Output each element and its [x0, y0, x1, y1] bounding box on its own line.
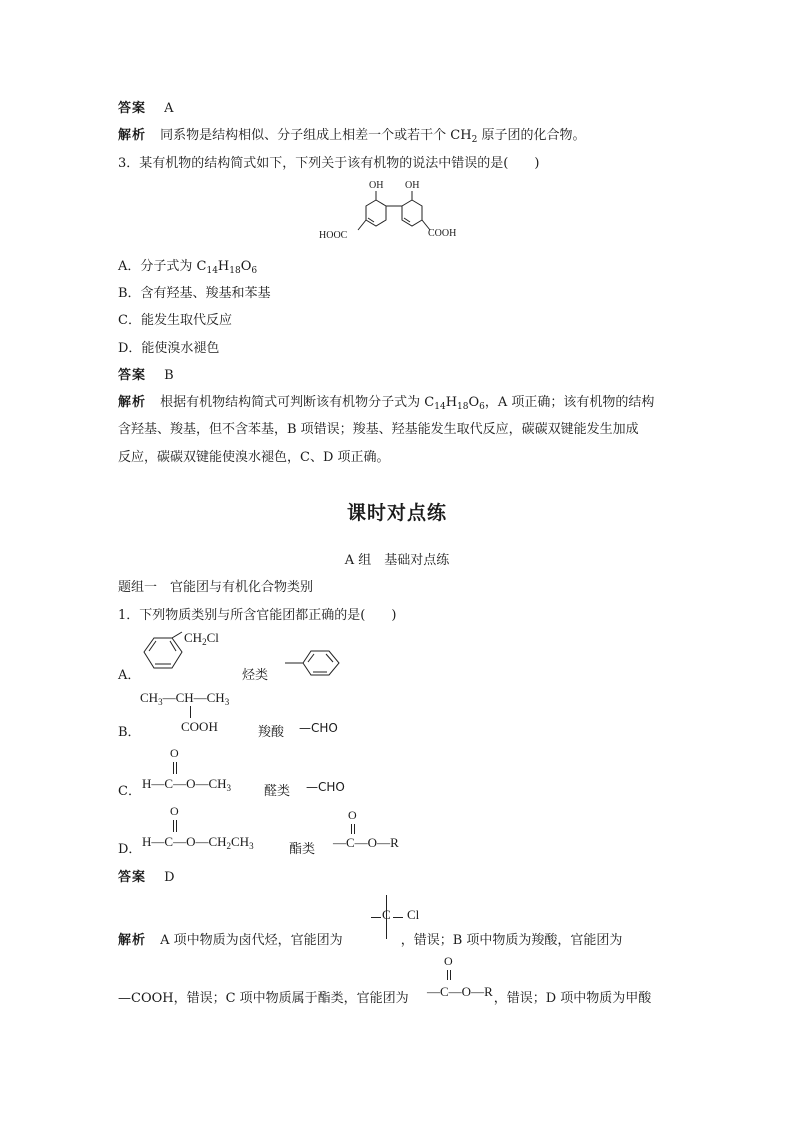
ester-group: —C—O—R — [427, 984, 493, 999]
oh-right-label: OH — [405, 180, 420, 191]
q1-analysis-line-1: 解析 A 项中物质为卤代烃，官能团为 ，错误；B 项中物质为羧酸，官能团为 — [118, 933, 623, 948]
q1-option-a-group — [283, 648, 345, 678]
q3-option-b: B．含有羟基、羧基和苯基 — [118, 286, 271, 301]
ester-o-label: O — [444, 954, 453, 968]
c-cl-group — [369, 895, 427, 945]
q1-option-c-letter: C． — [118, 784, 141, 799]
q1-option-a-letter: A． — [118, 668, 141, 683]
bond-line — [190, 706, 191, 718]
hooc-left-label: HOOC — [319, 230, 348, 241]
carbonyl-o-label: O — [170, 746, 179, 760]
answer-value: B — [164, 368, 174, 383]
oh-left-label: OH — [369, 180, 384, 191]
double-bond — [173, 762, 174, 774]
phenyl-group-drawing — [283, 648, 345, 678]
q3-option-c: C．能发生取代反应 — [118, 313, 232, 328]
q1-option-b-class: 羧酸 — [258, 725, 285, 740]
q3-analysis-line-1: 解析 根据有机物结构简式可判断该有机物分子式为 $C_{14}H_{18}O_6$，A 项正确；该有机物的结构 — [118, 395, 655, 412]
q1-answer-row — [118, 866, 175, 885]
analysis-label: 解析 — [118, 933, 147, 948]
analysis-text-1: 同系物是结构相似、分子组成上相差一个或若干个 CH — [160, 128, 472, 143]
topic-heading: 题组一 官能团与有机化合物类别 — [118, 580, 314, 595]
q1-option-d-class: 酯类 — [289, 842, 316, 857]
q1-analysis-line-2: —COOH，错误；C 项中物质属于酯类，官能团为 ，错误；D 项中物质为甲酸 — [118, 991, 652, 1006]
answer-label: 答案 — [118, 870, 147, 885]
double-bond — [173, 820, 174, 832]
cooh-right-label: COOH — [428, 228, 457, 239]
left-bond — [371, 917, 381, 918]
analysis-label: 解析 — [118, 128, 147, 143]
carbonyl-o-label: O — [170, 804, 179, 818]
q1-option-d-formula: $H—C—O—CH_2CH_3$ — [142, 834, 254, 851]
q1-stem: 1．下列物质类别与所含官能团都正确的是( ) — [118, 608, 397, 623]
analysis-text-2: 原子团的化合物。 — [477, 128, 586, 143]
cl-label: Cl — [407, 907, 420, 922]
q1-option-c-group: —CHO — [306, 780, 345, 794]
q1-option-d-letter: D． — [118, 842, 142, 857]
q1-option-b-chain: $CH_3—CH—CH_3$ — [140, 690, 230, 707]
prev-answer-row — [118, 97, 174, 116]
q3-stem: 3．某有机物的结构简式如下，下列关于该有机物的说法中错误的是( ) — [118, 156, 540, 171]
q3-answer-row — [118, 364, 174, 383]
c-label: C — [382, 907, 391, 922]
answer-value: A — [164, 101, 174, 116]
q1-option-c-class: 醛类 — [264, 784, 291, 799]
q3-option-a: A．分子式为 $C_{14}H_{18}O_6$ — [118, 259, 258, 276]
answer-label: 答案 — [118, 368, 147, 383]
analysis-label: 解析 — [118, 395, 147, 410]
cooh-label: COOH — [181, 719, 218, 734]
q1-option-b-letter: B． — [118, 725, 141, 740]
ester-o-label: O — [348, 808, 357, 822]
q1-option-a-class: 烃类 — [242, 668, 269, 683]
prev-analysis-row — [118, 124, 585, 143]
section-title: 课时对点练 — [346, 502, 447, 524]
analysis-sub: 2 — [471, 135, 478, 145]
q3-analysis-line-2: 含羟基、羧基，但不含苯基，B 项错误；羧基、羟基能发生取代反应，碳碳双键能发生加成 — [118, 422, 639, 437]
q3-analysis-line-3: 反应，碳碳双键能使溴水褪色，C、D 项正确。 — [118, 450, 390, 465]
q3-option-d: D．能使溴水褪色 — [118, 341, 220, 356]
double-bond — [447, 970, 448, 980]
double-bond — [351, 824, 352, 834]
q1-option-b-group: —CHO — [299, 721, 338, 735]
q1-option-a-structure — [140, 630, 250, 678]
q3-structure — [316, 180, 476, 246]
q1-option-d-group: —C—O—R — [333, 835, 399, 850]
q1-option-c-formula: $H—C—O—CH_3$ — [142, 776, 232, 793]
group-heading: A 组 基础对点练 — [344, 553, 450, 568]
ch2cl-label: $CH_2Cl$ — [184, 630, 219, 647]
answer-label: 答案 — [118, 101, 147, 116]
answer-value: D — [164, 870, 175, 885]
right-bond — [393, 917, 403, 918]
